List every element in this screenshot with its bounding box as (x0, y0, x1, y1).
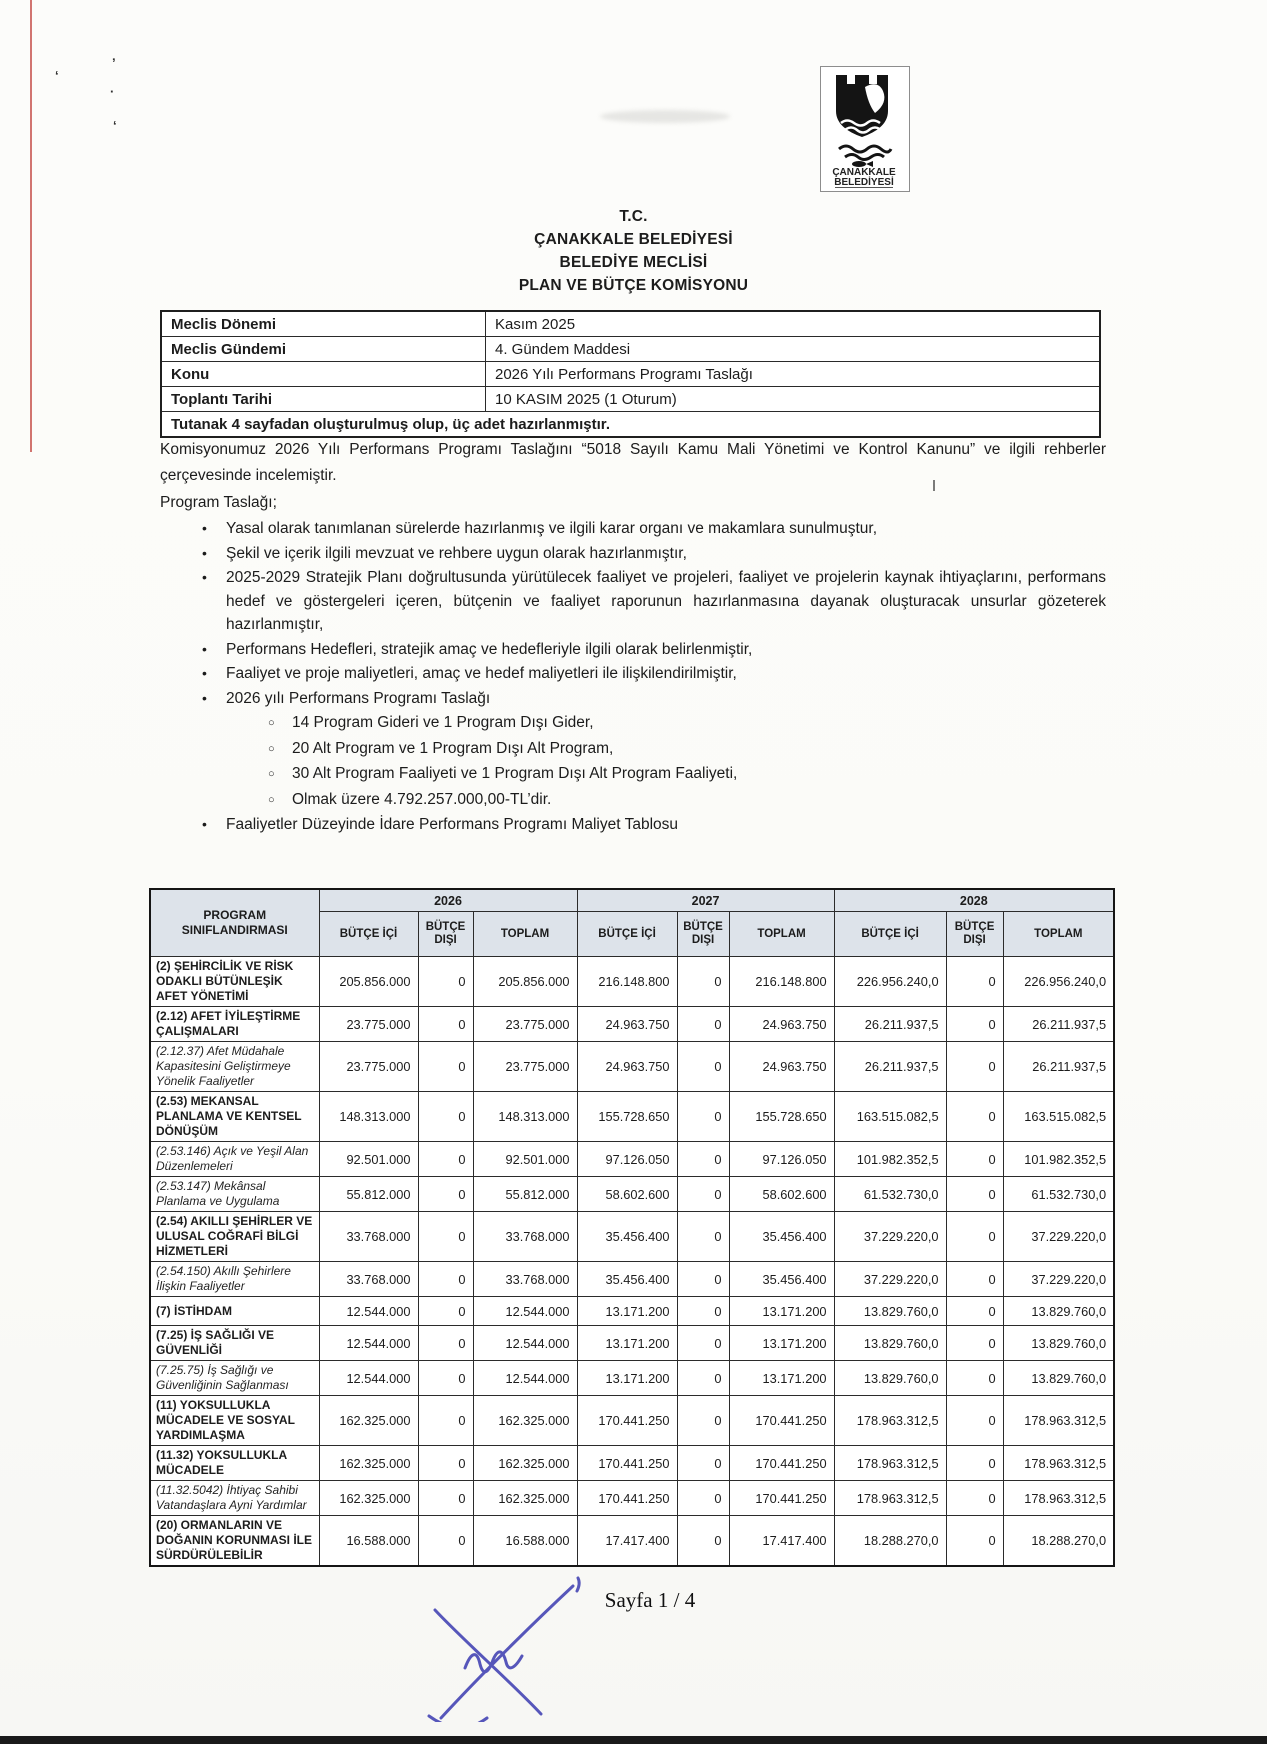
program-name-cell: (2.53.146) Açık ve Yeşil Alan Düzenlemeleri (150, 1142, 319, 1177)
list-item-text: 2025-2029 Stratejik Planı doğrultusunda yürütülecek faaliyet ve projeleri, faaliyet ve projelerin kaynak ihtiyaçlarını, performans hedef ve göstergeleri içeren, bütçenin ve faaliyet raporunun hazırlanmasına dayanak oluşturacak unsurlar gözeterek hazırlanmıştır, (226, 569, 1106, 633)
value-cell: 170.441.250 (729, 1481, 834, 1516)
bullet-icon: • (202, 569, 207, 585)
program-name-cell: (2) ŞEHİRCİLİK VE RİSK ODAKLI BÜTÜNLEŞİK AFET YÖNETİMİ (150, 957, 319, 1007)
program-name-cell: (11.32.5042) İhtiyaç Sahibi Vatandaşlara Ayni Yardımlar (150, 1481, 319, 1516)
value-cell: 170.441.250 (729, 1396, 834, 1446)
column-header: BÜTÇE DIŞI (677, 912, 729, 957)
value-cell: 0 (418, 1361, 473, 1396)
value-cell: 0 (677, 1177, 729, 1212)
value-cell: 13.829.760,0 (834, 1361, 946, 1396)
scan-bottom-edge (0, 1736, 1267, 1744)
cost-table-body (150, 957, 1114, 1567)
body-text (160, 437, 1106, 837)
column-header: BÜTÇE DIŞI (946, 912, 1003, 957)
value-cell: 0 (677, 1396, 729, 1446)
value-cell: 170.441.250 (577, 1481, 677, 1516)
value-cell: 13.171.200 (729, 1297, 834, 1326)
value-cell: 37.229.220,0 (1003, 1212, 1114, 1262)
table-row (150, 957, 1114, 1007)
value-cell: 0 (677, 1142, 729, 1177)
column-header: BÜTÇE İÇİ (834, 912, 946, 957)
info-value: Kasım 2025 (486, 311, 1101, 337)
performance-program-cost-table (149, 888, 1115, 1567)
value-cell: 13.171.200 (577, 1297, 677, 1326)
value-cell: 35.456.400 (729, 1212, 834, 1262)
value-cell: 148.313.000 (473, 1092, 577, 1142)
value-cell: 97.126.050 (577, 1142, 677, 1177)
logo-text-line1: ÇANAKKALE (832, 167, 896, 178)
column-header: BÜTÇE İÇİ (319, 912, 418, 957)
value-cell: 0 (677, 1297, 729, 1326)
value-cell: 0 (418, 1481, 473, 1516)
value-cell: 0 (677, 957, 729, 1007)
value-cell: 13.171.200 (729, 1361, 834, 1396)
list-item (160, 813, 1106, 837)
scan-smudge (600, 110, 730, 123)
scan-speck: · (110, 84, 115, 99)
bullet-icon: • (202, 544, 207, 561)
value-cell: 16.588.000 (473, 1516, 577, 1567)
value-cell: 0 (946, 1481, 1003, 1516)
column-header: TOPLAM (473, 912, 577, 957)
value-cell: 12.544.000 (473, 1326, 577, 1361)
value-cell: 0 (677, 1361, 729, 1396)
value-cell: 26.211.937,5 (1003, 1007, 1114, 1042)
value-cell: 0 (677, 1042, 729, 1092)
column-header-program: PROGRAM SINIFLANDIRMASI (150, 889, 319, 957)
value-cell: 23.775.000 (473, 1007, 577, 1042)
value-cell: 24.963.750 (729, 1007, 834, 1042)
value-cell: 35.456.400 (577, 1212, 677, 1262)
value-cell: 0 (677, 1007, 729, 1042)
value-cell: 17.417.400 (577, 1516, 677, 1567)
table-row (150, 1396, 1114, 1446)
value-cell: 155.728.650 (577, 1092, 677, 1142)
program-name-cell: (11) YOKSULLUKLA MÜCADELE VE SOSYAL YARDIMLAŞMA (150, 1396, 319, 1446)
title-line-council: BELEDİYE MECLİSİ (559, 254, 708, 271)
circle-bullet-icon: ○ (268, 742, 275, 755)
column-header: BÜTÇE İÇİ (577, 912, 677, 957)
info-label: Toplantı Tarihi (161, 387, 486, 412)
column-header-year: 2026 (319, 889, 577, 912)
table-row (150, 1297, 1114, 1326)
sub-list-item (160, 788, 1106, 813)
bullet-icon: • (202, 689, 207, 706)
program-name-cell: (2.53.147) Mekânsal Planlama ve Uygulama (150, 1177, 319, 1212)
program-name-cell: (7.25.75) İş Sağlığı ve Güvenliğinin Sağlanması (150, 1361, 319, 1396)
value-cell: 0 (946, 1007, 1003, 1042)
value-cell: 0 (946, 1212, 1003, 1262)
logo-text-line2: BELEDİYESİ (834, 177, 894, 188)
value-cell: 0 (418, 1326, 473, 1361)
value-cell: 163.515.082,5 (1003, 1092, 1114, 1142)
value-cell: 23.775.000 (319, 1007, 418, 1042)
column-header-year: 2027 (577, 889, 834, 912)
value-cell: 26.211.937,5 (1003, 1042, 1114, 1092)
value-cell: 18.288.270,0 (834, 1516, 946, 1567)
value-cell: 13.829.760,0 (1003, 1361, 1114, 1396)
list-item-text: Performans Hedefleri, stratejik amaç ve hedefleriyle ilgili olarak belirlenmiştir, (226, 640, 753, 658)
value-cell: 0 (677, 1516, 729, 1567)
value-cell: 33.768.000 (319, 1212, 418, 1262)
value-cell: 0 (418, 1042, 473, 1092)
program-name-cell: (2.12.37) Afet Müdahale Kapasitesini Geliştirmeye Yönelik Faaliyetler (150, 1042, 319, 1092)
value-cell: 23.775.000 (473, 1042, 577, 1092)
table-row (150, 1007, 1114, 1042)
municipality-logo-emblem-icon (821, 67, 907, 189)
list-item (160, 542, 1106, 566)
value-cell: 12.544.000 (473, 1297, 577, 1326)
column-header: TOPLAM (1003, 912, 1114, 957)
value-cell: 33.768.000 (473, 1212, 577, 1262)
program-name-cell: (7.25) İŞ SAĞLIĞI VE GÜVENLİĞİ (150, 1326, 319, 1361)
value-cell: 101.982.352,5 (834, 1142, 946, 1177)
value-cell: 163.515.082,5 (834, 1092, 946, 1142)
circle-bullet-icon: ○ (268, 793, 275, 806)
value-cell: 0 (418, 1516, 473, 1567)
table-row (161, 311, 1100, 337)
value-cell: 13.171.200 (577, 1326, 677, 1361)
value-cell: 33.768.000 (319, 1262, 418, 1297)
sub-list-item-text: 14 Program Gideri ve 1 Program Dışı Gider, (292, 714, 594, 731)
value-cell: 35.456.400 (729, 1262, 834, 1297)
value-cell: 0 (418, 957, 473, 1007)
value-cell: 0 (418, 1142, 473, 1177)
value-cell: 58.602.600 (729, 1177, 834, 1212)
value-cell: 24.963.750 (577, 1042, 677, 1092)
value-cell: 178.963.312,5 (1003, 1481, 1114, 1516)
value-cell: 0 (418, 1446, 473, 1481)
value-cell: 13.829.760,0 (1003, 1326, 1114, 1361)
value-cell: 0 (677, 1326, 729, 1361)
value-cell: 0 (946, 1326, 1003, 1361)
list-item (160, 517, 1106, 541)
meeting-info-table (160, 310, 1101, 438)
value-cell: 35.456.400 (577, 1262, 677, 1297)
value-cell: 0 (946, 1361, 1003, 1396)
value-cell: 155.728.650 (729, 1092, 834, 1142)
value-cell: 0 (418, 1177, 473, 1212)
info-value: 2026 Yılı Performans Programı Taslağı (486, 362, 1101, 387)
value-cell: 0 (946, 1396, 1003, 1446)
list-item-text: Faaliyetler Düzeyinde İdare Performans Programı Maliyet Tablosu (226, 816, 678, 833)
value-cell: 92.501.000 (319, 1142, 418, 1177)
value-cell: 178.963.312,5 (1003, 1446, 1114, 1481)
list-item-text: Yasal olarak tanımlanan sürelerde hazırlanmış ve ilgili karar organı ve makamlara sunulmuştur, (226, 520, 878, 537)
value-cell: 18.288.270,0 (1003, 1516, 1114, 1567)
table-header-row (150, 889, 1114, 912)
value-cell: 13.171.200 (729, 1326, 834, 1361)
sub-list-item (160, 762, 1106, 787)
table-row (150, 1481, 1114, 1516)
value-cell: 13.829.760,0 (1003, 1297, 1114, 1326)
table-row (150, 1446, 1114, 1481)
sub-list-item-text: 20 Alt Program ve 1 Program Dışı Alt Program, (292, 739, 614, 757)
value-cell: 13.829.760,0 (834, 1326, 946, 1361)
program-name-cell: (11.32) YOKSULLUKLA MÜCADELE (150, 1446, 319, 1481)
table-row (161, 387, 1100, 412)
value-cell: 162.325.000 (319, 1396, 418, 1446)
document-title-block (0, 205, 1267, 297)
value-cell: 216.148.800 (577, 957, 677, 1007)
info-label: Konu (161, 362, 486, 387)
value-cell: 162.325.000 (319, 1446, 418, 1481)
value-cell: 0 (418, 1007, 473, 1042)
value-cell: 0 (418, 1396, 473, 1446)
table-row (161, 412, 1100, 438)
value-cell: 12.544.000 (473, 1361, 577, 1396)
value-cell: 26.211.937,5 (834, 1007, 946, 1042)
value-cell: 37.229.220,0 (834, 1262, 946, 1297)
value-cell: 226.956.240,0 (834, 957, 946, 1007)
table-row (150, 1212, 1114, 1262)
list-item-text: 2026 yılı Performans Programı Taslağı (226, 689, 491, 707)
value-cell: 216.148.800 (729, 957, 834, 1007)
value-cell: 24.963.750 (729, 1042, 834, 1092)
scan-speck: ‘ (55, 68, 59, 83)
scan-speck: ‘ (113, 118, 117, 133)
value-cell: 0 (946, 1177, 1003, 1212)
value-cell: 205.856.000 (319, 957, 418, 1007)
value-cell: 101.982.352,5 (1003, 1142, 1114, 1177)
list-item (160, 687, 1106, 711)
title-line-tc: T.C. (619, 208, 648, 225)
value-cell: 0 (946, 1042, 1003, 1092)
value-cell: 178.963.312,5 (834, 1396, 946, 1446)
value-cell: 170.441.250 (577, 1446, 677, 1481)
value-cell: 61.532.730,0 (834, 1177, 946, 1212)
column-header: TOPLAM (729, 912, 834, 957)
table-row (150, 1361, 1114, 1396)
table-row (150, 1177, 1114, 1212)
circle-bullet-icon: ○ (268, 768, 275, 780)
value-cell: 0 (677, 1446, 729, 1481)
value-cell: 13.829.760,0 (834, 1297, 946, 1326)
program-name-cell: (2.54) AKILLI ŞEHİRLER VE ULUSAL COĞRAFİ BİLGİ HİZMETLERİ (150, 1212, 319, 1262)
value-cell: 0 (677, 1481, 729, 1516)
value-cell: 178.963.312,5 (834, 1446, 946, 1481)
value-cell: 162.325.000 (473, 1396, 577, 1446)
info-label: Meclis Dönemi (161, 311, 486, 337)
sub-list-item (160, 737, 1106, 762)
value-cell: 0 (946, 1092, 1003, 1142)
value-cell: 178.963.312,5 (1003, 1396, 1114, 1446)
column-header: BÜTÇE DIŞI (418, 912, 473, 957)
value-cell: 162.325.000 (473, 1446, 577, 1481)
list-item (160, 638, 1106, 662)
value-cell: 12.544.000 (319, 1361, 418, 1396)
value-cell: 37.229.220,0 (1003, 1262, 1114, 1297)
value-cell: 12.544.000 (319, 1297, 418, 1326)
bullet-icon: • (202, 520, 207, 536)
value-cell: 0 (946, 1446, 1003, 1481)
info-value: 4. Gündem Maddesi (486, 337, 1101, 362)
table-row (161, 337, 1100, 362)
list-item (160, 566, 1106, 637)
value-cell: 178.963.312,5 (834, 1481, 946, 1516)
value-cell: 0 (418, 1212, 473, 1262)
value-cell: 97.126.050 (729, 1142, 834, 1177)
table-row (150, 1042, 1114, 1092)
table-row (150, 1516, 1114, 1567)
value-cell: 0 (418, 1092, 473, 1142)
info-value: 10 KASIM 2025 (1 Oturum) (486, 387, 1101, 412)
value-cell: 226.956.240,0 (1003, 957, 1114, 1007)
bullet-icon: • (202, 640, 207, 657)
value-cell: 205.856.000 (473, 957, 577, 1007)
municipality-logo (820, 66, 910, 192)
title-line-commission: PLAN VE BÜTÇE KOMİSYONU (518, 277, 749, 294)
value-cell: 23.775.000 (319, 1042, 418, 1092)
value-cell: 55.812.000 (319, 1177, 418, 1212)
sub-list-item-text: 30 Alt Program Faaliyeti ve 1 Program Dışı Alt Program Faaliyeti, (292, 765, 738, 782)
value-cell: 0 (946, 957, 1003, 1007)
value-cell: 0 (418, 1297, 473, 1326)
value-cell: 55.812.000 (473, 1177, 577, 1212)
value-cell: 12.544.000 (319, 1326, 418, 1361)
sub-list-item-text: Olmak üzere 4.792.257.000,00-TL’dir. (292, 790, 552, 808)
value-cell: 0 (946, 1142, 1003, 1177)
program-name-cell: (2.54.150) Akıllı Şehirlere İlişkin Faaliyetler (150, 1262, 319, 1297)
value-cell: 58.602.600 (577, 1177, 677, 1212)
title-line-municipality: ÇANAKKALE BELEDİYESİ (534, 231, 733, 248)
value-cell: 0 (946, 1516, 1003, 1567)
table-row (150, 1262, 1114, 1297)
table-row (150, 1092, 1114, 1142)
table-row (150, 1142, 1114, 1177)
value-cell: 170.441.250 (577, 1396, 677, 1446)
bullet-icon: • (202, 816, 207, 832)
list-item-text: Şekil ve içerik ilgili mevzuat ve rehbere uygun olarak hazırlanmıştır, (226, 544, 687, 562)
info-note: Tutanak 4 sayfadan oluşturulmuş olup, üç adet hazırlanmıştır. (161, 412, 1100, 438)
info-label: Meclis Gündemi (161, 337, 486, 362)
value-cell: 0 (946, 1262, 1003, 1297)
value-cell: 162.325.000 (319, 1481, 418, 1516)
program-name-cell: (20) ORMANLARIN VE DOĞANIN KORUNMASI İLE SÜRDÜRÜLEBİLİR (150, 1516, 319, 1567)
list-item-text: Faaliyet ve proje maliyetleri, amaç ve hedef maliyetleri ile ilişkilendirilmiştir, (226, 665, 737, 682)
value-cell: 37.229.220,0 (834, 1212, 946, 1262)
table-row (150, 1326, 1114, 1361)
bullet-icon: • (202, 665, 207, 681)
value-cell: 26.211.937,5 (834, 1042, 946, 1092)
program-name-cell: (2.53) MEKANSAL PLANLAMA VE KENTSEL DÖNÜŞÜM (150, 1092, 319, 1142)
value-cell: 0 (677, 1212, 729, 1262)
value-cell: 0 (946, 1297, 1003, 1326)
value-cell: 92.501.000 (473, 1142, 577, 1177)
program-name-cell: (7) İSTİHDAM (150, 1297, 319, 1326)
intro-line: Program Taslağı; (160, 494, 277, 511)
column-header-year: 2028 (834, 889, 1114, 912)
value-cell: 0 (677, 1262, 729, 1297)
value-cell: 16.588.000 (319, 1516, 418, 1567)
program-name-cell: (2.12) AFET İYİLEŞTİRME ÇALIŞMALARI (150, 1007, 319, 1042)
circle-bullet-icon: ○ (268, 717, 275, 729)
table-row (161, 362, 1100, 387)
page-number-label: Sayfa 1 / 4 (604, 1588, 696, 1612)
list-item (160, 662, 1106, 686)
value-cell: 13.171.200 (577, 1361, 677, 1396)
value-cell: 148.313.000 (319, 1092, 418, 1142)
value-cell: 24.963.750 (577, 1007, 677, 1042)
value-cell: 61.532.730,0 (1003, 1177, 1114, 1212)
value-cell: 33.768.000 (473, 1262, 577, 1297)
value-cell: 170.441.250 (729, 1446, 834, 1481)
value-cell: 17.417.400 (729, 1516, 834, 1567)
scan-speck: ‚ (112, 48, 116, 63)
sub-list-item (160, 711, 1106, 736)
value-cell: 162.325.000 (473, 1481, 577, 1516)
paragraph: Komisyonumuz 2026 Yılı Performans Programı Taslağını “5018 Sayılı Kamu Mali Yönetimi ve Kontrol Kanunu” ve ilgili rehberler çerçevesinde incelemiştir. (160, 441, 1106, 484)
value-cell: 0 (677, 1092, 729, 1142)
value-cell: 0 (418, 1262, 473, 1297)
